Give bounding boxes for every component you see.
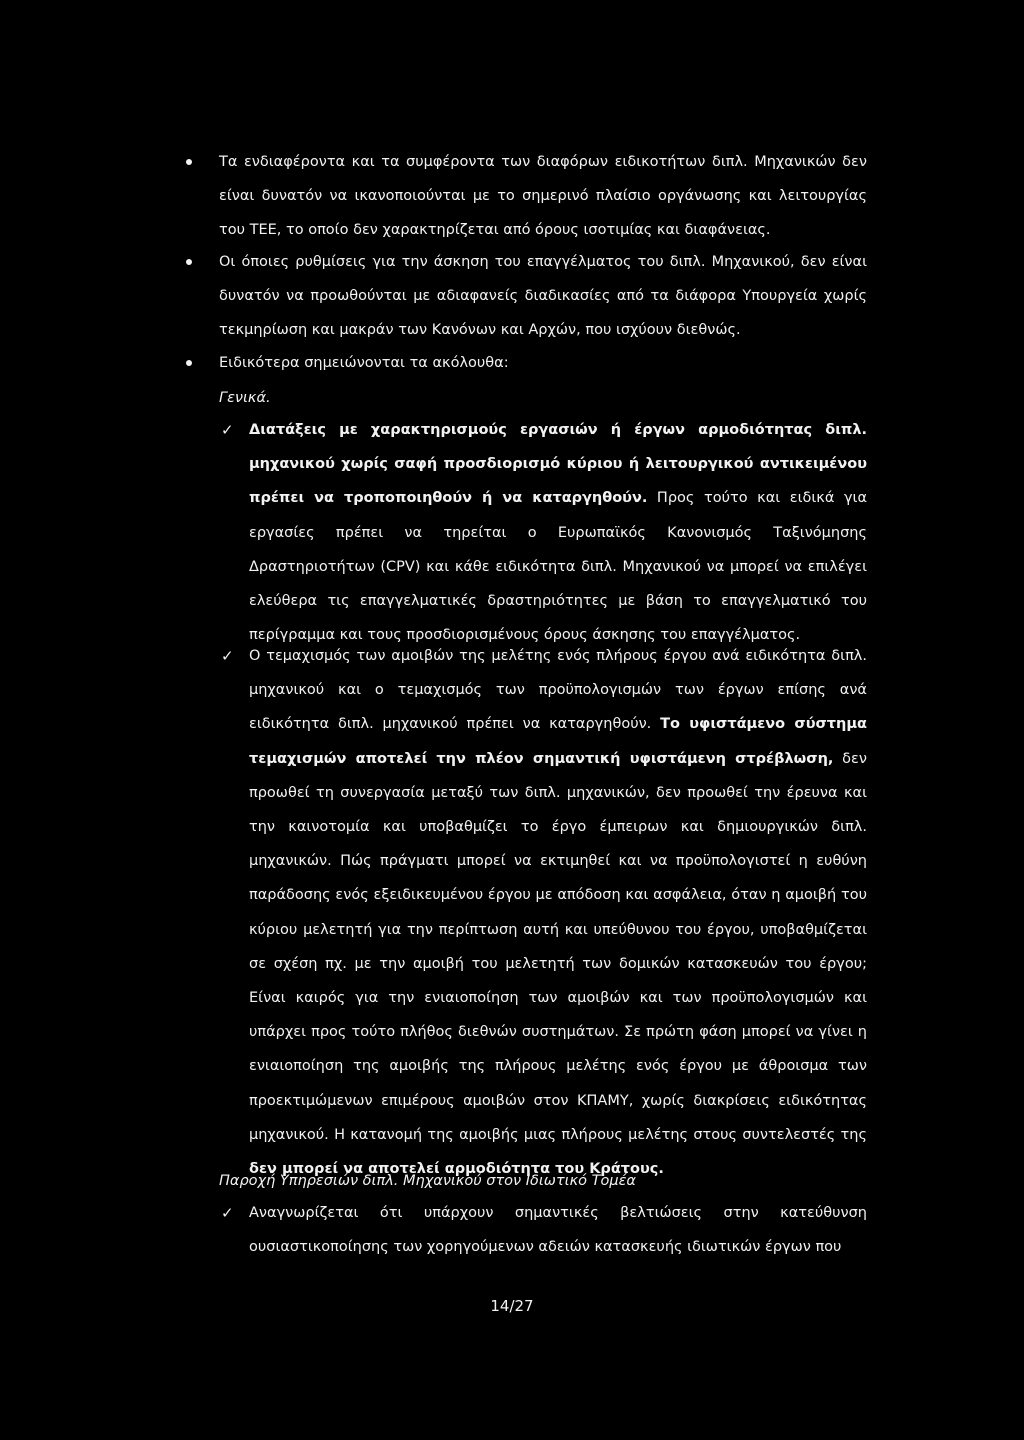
section-heading-general: Γενικά. xyxy=(219,390,271,406)
bullet-text: Τα ενδιαφέροντα και τα συμφέροντα των διαφόρων ειδικοτήτων διπλ. Μηχανικών δεν είναι δυνατόν να ικανοποιούνται με το σημερινό πλαίσιο οργάνωσης και λειτουργίας του ΤΕΕ, το οποίο δεν χαρακτηρίζεται από όρους ισοτιμίας και διαφάνειας. xyxy=(219,154,867,239)
check-mark-icon: ✓ xyxy=(221,421,234,439)
check-mark-icon: ✓ xyxy=(221,647,234,665)
bullet-paragraph-2 xyxy=(219,245,867,348)
bold-text: δεν μπορεί να αποτελεί αρμοδιότητα του Κράτους. xyxy=(249,1161,664,1178)
bullet-text: Οι όποιες ρυθμίσεις για την άσκηση του επαγγέλματος του διπλ. Μηχανικού, δεν είναι δυνατόν να προωθούνται με αδιαφανείς διαδικασίες από τα διάφορα Υπουργεία χωρίς τεκμηρίωση και μακράν των Κανόνων και Αρχών, που ισχύουν διεθνώς. xyxy=(219,254,867,339)
bullet-dot xyxy=(186,360,192,366)
check-mark-icon: ✓ xyxy=(221,1204,234,1222)
paragraph-text: Αναγνωρίζεται ότι υπάρχουν σημαντικές βελτιώσεις στην κατεύθυνση ουσιαστικοποίησης των χορηγούμενων αδειών κατασκευής ιδιωτικών έργων που xyxy=(249,1205,867,1256)
paragraph-text: Προς τούτο και ειδικά για εργασίες πρέπει να τηρείται ο Ευρωπαϊκός Κανονισμός Ταξινόμησης Δραστηριοτήτων (CPV) και κάθε ειδικότητα διπλ. Μηχανικού να μπορεί να επιλέγει ελεύθερα τις επαγγελματικές δραστηριότητες με βάση το επαγγελματικό του περίγραμμα και τους προσδιορισμένους όρους άσκησης του επαγγέλματος. xyxy=(249,490,867,644)
bullet-text: Ειδικότερα σημειώνονται τα ακόλουθα: xyxy=(219,355,509,371)
section-heading-private-sector: Παροχή Υπηρεσιών διπλ. Μηχανικού στον Ιδιωτικό Τομέα xyxy=(219,1173,636,1189)
bold-text: Το υφιστάμενο σύστημα τεμαχισμών αποτελεί την πλέον σημαντική υφιστάμενη στρέβλωση, xyxy=(249,716,867,767)
page-number: 14/27 xyxy=(490,1297,534,1315)
check-paragraph-1 xyxy=(221,413,867,652)
paragraph-text: Ο τεμαχισμός των αμοιβών της μελέτης ενός πλήρους έργου ανά ειδικότητα διπλ. μηχανικού και ο τεμαχισμός των προϋπολογισμών των έργων επίσης ανά ειδικότητα διπλ. μηχανικού πρέπει να καταργηθούν. xyxy=(249,648,867,733)
bold-text: Διατάξεις με χαρακτηρισμούς εργασιών ή έργων αρμοδιότητας διπλ. μηχανικού χωρίς σαφή προσδιορισμό κύριου ή λειτουργικού αντικειμένου πρέπει να τροποποιηθούν ή να καταργηθούν. xyxy=(249,422,867,507)
bullet-dot xyxy=(186,159,192,165)
paragraph-text: δεν προωθεί τη συνεργασία μεταξύ των διπλ. μηχανικών, δεν προωθεί την έρευνα και την καινοτομία και υποβαθμίζει το έργο έμπειρων και δημιουργικών διπλ. μηχανικών. Πώς πράγματι μπορεί να εκτιμηθεί και να προϋπολογιστεί η ευθύνη παράδοσης ενός εξειδικευμένου έργου με απόδοση και ασφάλεια, όταν η αμοιβή του κύριου μελετητή για την περίπτωση αυτή και υπεύθυνου του έργου, υποβαθμίζεται σε σχέση πχ. με την αμοιβή του μελετητή των δομικών κατασκευών του έργου; Είναι καιρός για την ενιαιοποίηση των αμοιβών και των προϋπολογισμών και υπάρχει προς τούτο πλήθος διεθνών συστημάτων. Σε πρώτη φάση μπορεί να γίνει η ενιαιοποίηση της αμοιβής της πλήρους μελέτης ενός έργου με άθροισμα των προεκτιμώμενων επιμέρους αμοιβών στον ΚΠΑΜΥ, χωρίς διακρίσεις ειδικότητας μηχανικού. Η κατανομή της αμοιβής μιας πλήρους μελέτης στους συντελεστές της xyxy=(249,750,867,1143)
check-paragraph-2 xyxy=(221,639,867,1186)
bullet-paragraph-3 xyxy=(219,346,867,380)
check-paragraph-3 xyxy=(221,1196,867,1264)
bullet-paragraph-1 xyxy=(219,145,867,248)
bullet-dot xyxy=(186,259,192,265)
